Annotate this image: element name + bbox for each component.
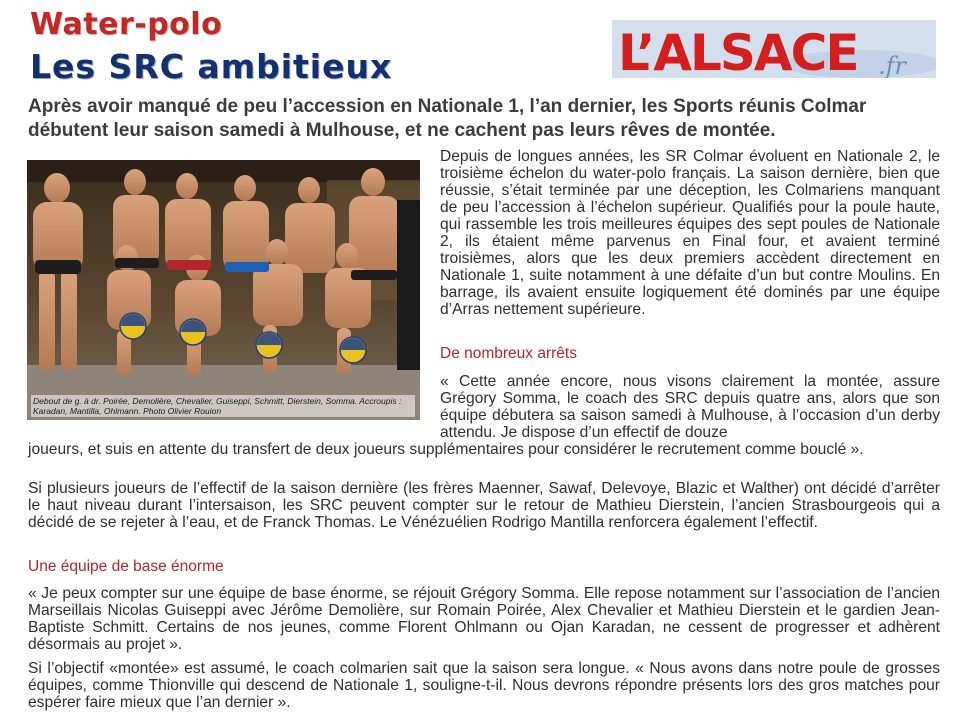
subhead-nombreux-arrets: De nombreux arrêts <box>440 345 577 362</box>
team-photo <box>27 160 420 420</box>
paragraph-conclusion: Si l’objectif «montée» est assumé, le coach colmarien sait que la saison sera longue. « Nous avons dans notre poule de grosses équipes, comme Thionville qui descend de Nationale 1, souligne-t-il. Nous devrons répondre présents lors des gros matches pour espérer faire mieux que l’an dernier ». <box>28 660 940 711</box>
paragraph-base-team: « Je peux compter sur une équipe de base énorme, se réjouit Grégory Somma. Elle repose notamment sur l’association de l’ancien Marseillais Nicolas Guiseppi avec Jérôme Demolière, sur Romain Poirée, Alex Chevalier et Mathieu Dierstein et le gardien Jean-Baptiste Schmitt. Certains de nos jeunes, comme Florent Ohlmann ou Ojan Karadan, ne cessent de progresser et adhèrent désormais au projet ». <box>28 585 940 653</box>
photo-caption: Debout de g. à dr. Poirée, Demolière, Chevalier, Guiseppi, Schmitt, Dierstein, Somma. Accroupis : Karadan, Mantilla, Ohlmann. Photo Olivier Rouion <box>31 395 415 417</box>
article-full-width <box>28 441 940 458</box>
paragraph-quote-end: joueurs, et suis en attente du transfert de deux joueurs supplémentaires pour considérer le recrutement comme bouclé ». <box>28 441 864 458</box>
team-photo-image <box>27 160 420 420</box>
logo-suffix: .fr <box>878 52 906 78</box>
paragraph-quote-start: « Cette année encore, nous visons clairement la montée, assure Grégory Somma, le coach des SRC depuis quatre ans, alors que son équipe débutera sa saison samedi à Mulhouse, à l’occasion d’un derby attendu. Je dispose d’un effectif de douze <box>440 373 940 441</box>
lalsace-logo[interactable] <box>612 20 936 78</box>
article-standfirst: Après avoir manqué de peu l’accession en Nationale 1, l’an dernier, les Sports réunis Colmar débutent leur saison samedi à Mulhouse, et ne cachent pas leurs rêves de montée. <box>28 96 867 141</box>
article-headline: Les SRC ambitieux <box>30 47 393 86</box>
article-full-width-2 <box>28 480 940 531</box>
article-column-right <box>440 148 940 318</box>
paragraph-intro: Depuis de longues années, les SR Colmar évoluent en Nationale 2, le troisième échelon du water-polo français. La saison dernière, bien que réussie, s’était terminée par une déception, les Colmariens manquant de peu l’accession à l’échelon supérieur. Qualifiés pour la poule haute, qui rassemble les trois meilleures équipes des sept poules de Nationale 2, ils étaient même parvenus en Final four, et avaient terminé troisièmes, alors que les deux premiers accèdent directement en Nationale 1, suite notamment à une défaite d’un but contre Moulins. En barrage, ils avaient ensuite logiquement été dominés par une équipe d’Arras nettement supérieure. <box>440 148 940 318</box>
article-full-width-3 <box>28 585 940 653</box>
subhead-equipe-de-base: Une équipe de base énorme <box>28 558 224 575</box>
paragraph-roster: Si plusieurs joueurs de l’effectif de la saison dernière (les frères Maenner, Sawaf, Delevoye, Blazic et Walther) ont décidé d’arrêter le haut niveau durant l’intersaison, les SRC peuvent compter sur le retour de Mathieu Dierstein, l’ancien Strasbourgeois qui a décidé de se rejeter à l’eau, et de Franck Thomas. Le Vénézuélien Rodrigo Mantilla renforcera également l’effectif. <box>28 480 940 531</box>
logo-graphic <box>612 20 936 78</box>
logo-wordmark: L’ALSACE <box>618 24 858 78</box>
article-full-width-4 <box>28 660 940 711</box>
article-kicker: Water-polo <box>30 7 223 42</box>
article-column-right-2 <box>440 373 940 441</box>
